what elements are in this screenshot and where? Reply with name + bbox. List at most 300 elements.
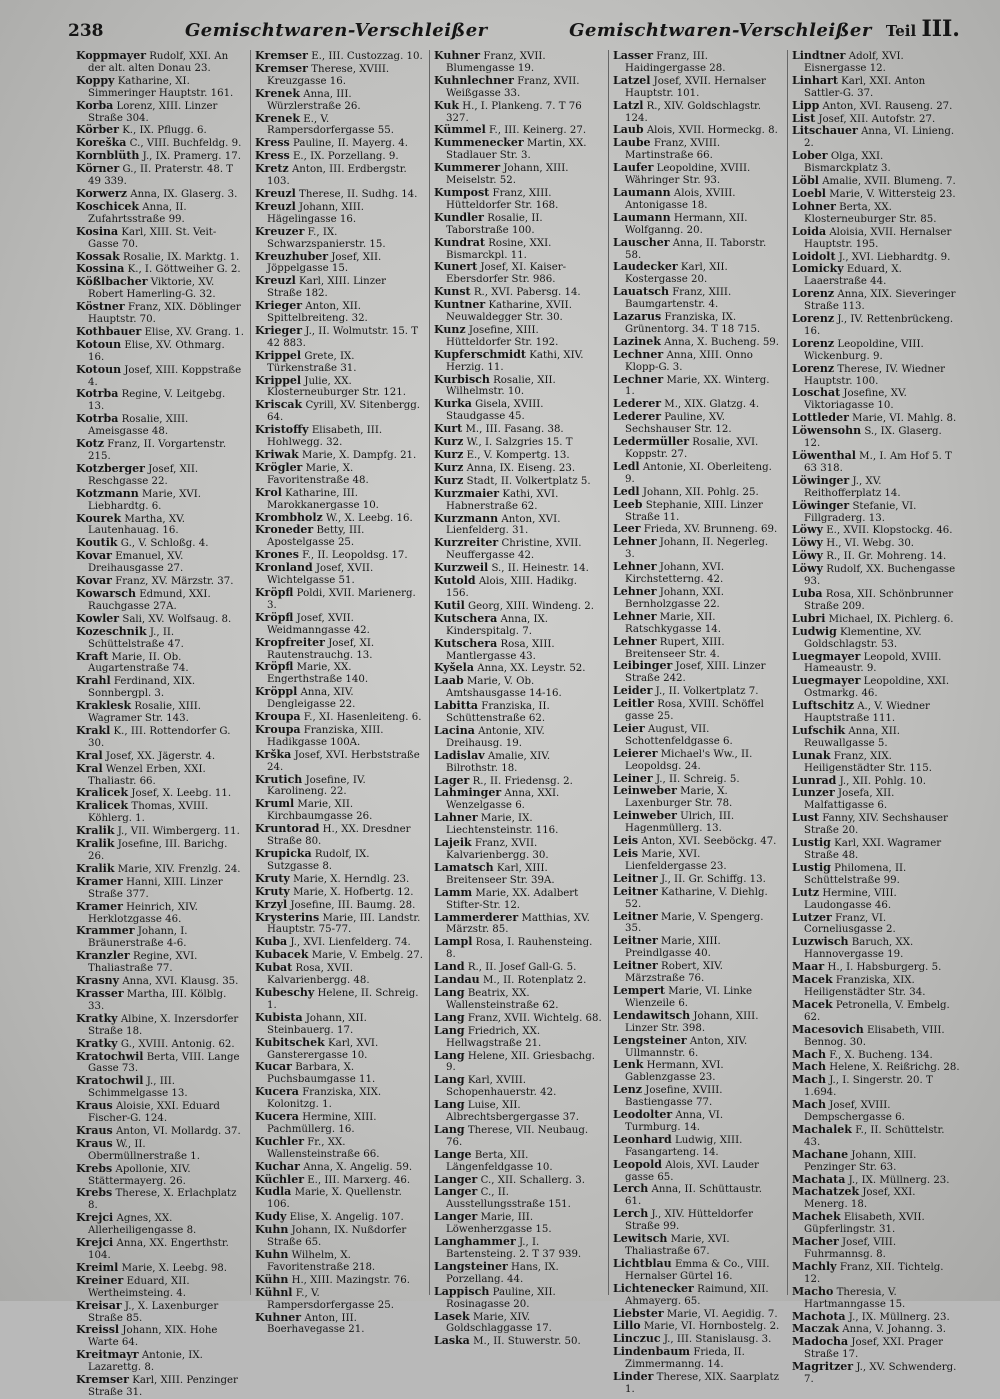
entry-name: Kramer bbox=[76, 874, 123, 888]
entry-details: Rosalie, IX. Marktg. 1. bbox=[123, 251, 240, 263]
directory-entry bbox=[255, 912, 423, 937]
directory-entry bbox=[255, 300, 423, 325]
directory-entry bbox=[613, 1059, 781, 1084]
entry-details: Anton, XVI. Lienfelderg. 31. bbox=[446, 513, 561, 537]
directory-entry bbox=[76, 876, 244, 901]
entry-name: Latzl bbox=[613, 98, 644, 112]
entry-name: Leitner bbox=[613, 909, 658, 923]
entry-name: Kubat bbox=[255, 961, 293, 975]
entry-details: Anton, VI. Mollardg. 37. bbox=[115, 1125, 241, 1137]
entry-name: Kramer bbox=[76, 899, 123, 913]
entry-details: R., XVI. Pabersg. 14. bbox=[473, 287, 581, 299]
entry-details: Franz, II. Vorgartenstr. 215. bbox=[88, 439, 227, 462]
entry-details: Rosalie, XII. Wilhelmstr. 10. bbox=[446, 374, 556, 398]
entry-details: Franziska, XIX. Heiligenstädter Str. 34. bbox=[804, 975, 926, 998]
directory-entry bbox=[613, 100, 781, 125]
entry-name: Land bbox=[434, 960, 465, 974]
directory-entry bbox=[255, 1012, 423, 1037]
entry-name: Korba bbox=[76, 98, 114, 112]
entry-name: Machatzek bbox=[792, 1185, 860, 1199]
entry-name: Loschat bbox=[792, 386, 841, 400]
entry-details: Josef, XI. Rautenstrauchg. 13. bbox=[267, 637, 375, 661]
entry-details: F., III. Keinerg. 27. bbox=[489, 125, 587, 137]
directory-entry bbox=[76, 550, 244, 575]
entry-details: Franziska, XIX. Kolonitzg. 1. bbox=[267, 1087, 382, 1111]
entry-details: Rudolf, IX. Sutzgasse 8. bbox=[267, 849, 370, 872]
entry-name: Krieger bbox=[255, 323, 303, 337]
entry-name: Lohner bbox=[792, 199, 836, 213]
entry-name: Lang bbox=[434, 1048, 465, 1062]
entry-name: Löwenthal bbox=[792, 449, 856, 462]
directory-entry bbox=[434, 1050, 602, 1075]
entry-details: Rosalie, XVI. Koppstr. 27. bbox=[625, 437, 759, 460]
entry-name: Lomicky bbox=[792, 262, 844, 276]
entry-details: Franz, XVII. Blumengasse 19. bbox=[446, 51, 546, 74]
entry-details: Marie, XIV. Frenzlg. 24. bbox=[117, 863, 241, 875]
entry-details: Marie, XVI. Lienfeldergasse 23. bbox=[625, 849, 727, 872]
directory-entry bbox=[434, 162, 602, 187]
entry-name: Lang bbox=[434, 1098, 465, 1112]
entry-name: Lorenz bbox=[792, 336, 835, 350]
directory-entry bbox=[255, 88, 423, 113]
entry-name: Leider bbox=[613, 684, 653, 698]
entry-name: Lipp bbox=[792, 98, 820, 112]
entry-details: Leopoldine, XXI. Ostmarkg. 46. bbox=[804, 676, 950, 700]
entry-details: Leopold, XVIII. Hameaustr. 9. bbox=[804, 651, 942, 675]
entry-name: Lutzer bbox=[792, 910, 832, 924]
entry-details: Anna, III. Würzlerstraße 26. bbox=[267, 88, 361, 112]
part-number: III. bbox=[921, 16, 960, 42]
directory-entry bbox=[792, 150, 960, 175]
entry-details: E., IX. Porzellang. 9. bbox=[293, 151, 399, 163]
entry-details: Franz, XIII. Hütteldorfer Str. 168. bbox=[446, 187, 559, 211]
entry-details: Josef, XII. Jöppelgasse 15. bbox=[267, 251, 382, 275]
directory-entry bbox=[255, 848, 423, 873]
directory-entry bbox=[76, 950, 244, 975]
directory-entry bbox=[76, 339, 244, 364]
entry-name: Kubeschy bbox=[255, 985, 315, 999]
entry-details: Anna, XX. Engerthstr. 104. bbox=[88, 1238, 229, 1261]
directory-entry bbox=[76, 1051, 244, 1076]
entry-name: Lorenz bbox=[792, 312, 835, 326]
entry-details: Marie, VI. Linke Wienzeile 6. bbox=[625, 985, 752, 1009]
entry-details: C., II. Ausstellungsstraße 151. bbox=[446, 1187, 571, 1211]
entry-name: Landau bbox=[434, 973, 480, 987]
directory-entry bbox=[792, 1074, 960, 1099]
entry-details: W., II. Obermüllnerstraße 1. bbox=[88, 1138, 201, 1162]
entry-details: Josef, XI. Kaiser-Ebersdorfer Str. 986. bbox=[446, 262, 567, 286]
entry-name: Kurt bbox=[434, 422, 463, 436]
entry-name: Lober bbox=[792, 149, 828, 163]
directory-entry bbox=[255, 724, 423, 749]
entry-details: Kathi, XIV. Herzig. 11. bbox=[446, 349, 584, 373]
entry-name: Kroneder bbox=[255, 523, 314, 537]
entry-details: Grete, IX. Türkenstraße 31. bbox=[267, 350, 357, 374]
directory-entry bbox=[613, 411, 781, 436]
entry-details: Johann, XVI. Kirchstetterng. 42. bbox=[625, 562, 725, 586]
entry-details: Johann, XIII. Meiselstr. 52. bbox=[446, 163, 569, 187]
entry-name: Lechner bbox=[613, 372, 664, 386]
entry-name: Kreuzl bbox=[255, 274, 296, 288]
entry-name: Küchler bbox=[255, 1172, 304, 1186]
directory-entry bbox=[792, 363, 960, 388]
entry-details: Wenzel Erben, XXI. Thaliastr. 66. bbox=[88, 763, 206, 787]
directory-entry bbox=[76, 1237, 244, 1262]
directory-entry bbox=[613, 162, 781, 187]
entry-name: Lahner bbox=[434, 811, 478, 825]
entry-name: Kuhnlechner bbox=[434, 73, 514, 87]
entry-name: Kutil bbox=[434, 598, 465, 612]
directory-entry bbox=[613, 1010, 781, 1035]
entry-name: Kress bbox=[255, 136, 290, 150]
directory-entry bbox=[792, 812, 960, 837]
directory-entry bbox=[255, 424, 423, 449]
entry-details: Josef, XX. Jägerstr. 4. bbox=[105, 750, 216, 762]
directory-entry bbox=[792, 425, 960, 450]
entry-details: Johann, I. Bräunerstraße 4-6. bbox=[88, 926, 188, 950]
directory-entry bbox=[255, 562, 423, 587]
entry-details: Karl, XIII. Breitenseer Str. 39A. bbox=[446, 862, 555, 886]
entry-details: Karl, XXI. Wagramer Straße 48. bbox=[804, 838, 942, 861]
entry-details: J., XV. Reithofferplatz 14. bbox=[804, 475, 901, 499]
directory-entry bbox=[434, 374, 602, 399]
directory-entry bbox=[434, 936, 602, 961]
directory-entry bbox=[76, 725, 244, 750]
entry-name: Kriscak bbox=[255, 398, 303, 412]
entry-details: Rosa, XIII. Mantlergasse 43. bbox=[446, 638, 555, 662]
entry-name: Kranzler bbox=[76, 949, 130, 963]
entry-details: J., I. Singerstr. 20. T 1.694. bbox=[804, 1075, 933, 1099]
entry-name: Krakl bbox=[76, 723, 111, 737]
directory-entry bbox=[792, 1286, 960, 1311]
entry-name: Kotrba bbox=[76, 387, 119, 401]
directory-entry bbox=[613, 1109, 781, 1134]
directory-columns bbox=[72, 49, 960, 1398]
entry-name: Litschauer bbox=[792, 124, 858, 138]
directory-entry bbox=[613, 748, 781, 773]
entry-details: Anna, XIX. Sieveringer Straße 113. bbox=[804, 289, 956, 313]
entry-name: Leis bbox=[613, 834, 639, 848]
directory-entry bbox=[76, 488, 244, 513]
entry-details: M., III. Fasang. 38. bbox=[465, 424, 564, 436]
entry-name: Kroupa bbox=[255, 710, 301, 724]
entry-details: Franz, XII. Tichtelg. 12. bbox=[804, 1261, 944, 1285]
entry-details: Franz, XVIII. Martinstraße 66. bbox=[625, 138, 721, 162]
entry-details: Viktorie, XV. Robert Hamerling-G. 32. bbox=[88, 277, 216, 301]
entry-details: Marie, V. Ob. Amtshausgasse 14-16. bbox=[446, 676, 562, 700]
entry-details: Franziska, IX. Grünentorg. 34. T 18 715. bbox=[625, 312, 761, 335]
directory-entry bbox=[434, 1074, 602, 1099]
entry-name: Kuhn bbox=[255, 1223, 289, 1237]
entry-details: Hermann, XII. Wolfganng. 20. bbox=[625, 212, 748, 236]
entry-details: Karl, XIII. Penzinger Straße 31. bbox=[88, 1375, 238, 1398]
directory-entry bbox=[613, 911, 781, 936]
entry-name: Kremser bbox=[76, 1373, 129, 1387]
entry-details: Stephanie, XIII. Linzer Straße 11. bbox=[625, 499, 763, 523]
entry-details: Anton, III. Boerhavegasse 21. bbox=[267, 1312, 365, 1336]
entry-name: Lang bbox=[434, 1023, 465, 1037]
entry-name: Kowarsch bbox=[76, 586, 136, 600]
directory-entry bbox=[613, 187, 781, 212]
entry-name: Kreuzl bbox=[255, 186, 296, 200]
directory-entry bbox=[434, 50, 602, 75]
entry-details: S., IX. Glaserg. 12. bbox=[804, 426, 942, 450]
directory-entry bbox=[613, 1183, 781, 1208]
entry-details: Therese, XVIII. Kreuzgasse 16. bbox=[267, 63, 390, 87]
entry-details: C., XII. Schallerg. 3. bbox=[480, 1174, 585, 1186]
entry-name: Lottleder bbox=[792, 411, 849, 425]
directory-entry bbox=[255, 226, 423, 251]
directory-entry bbox=[792, 725, 960, 750]
entry-details: Frieda, XV. Brunneng. 69. bbox=[643, 524, 778, 536]
directory-entry bbox=[613, 1159, 781, 1184]
directory-entry bbox=[434, 675, 602, 700]
directory-entry bbox=[613, 1346, 781, 1371]
directory-entry bbox=[434, 812, 602, 837]
entry-details: Marie, XIII. Preindlgasse 40. bbox=[625, 936, 721, 960]
entry-details: Theresia, V. Hartmanngasse 15. bbox=[804, 1286, 906, 1310]
entry-name: Leinweber bbox=[613, 809, 677, 823]
directory-entry bbox=[792, 999, 960, 1024]
entry-details: Marie, VI. Aegidig. 7. bbox=[666, 1308, 778, 1320]
directory-entry bbox=[434, 1311, 602, 1336]
entry-name: Lajeik bbox=[434, 836, 472, 850]
directory-entry bbox=[255, 587, 423, 612]
entry-details: J., XII. Pohlg. 10. bbox=[839, 775, 926, 787]
directory-entry bbox=[76, 1349, 244, 1374]
entry-details: Marie, II. Ob. Augartenstraße 74. bbox=[88, 651, 189, 675]
directory-entry bbox=[255, 275, 423, 300]
entry-name: Krögler bbox=[255, 460, 303, 474]
entry-name: Kotrba bbox=[76, 412, 119, 426]
entry-name: Kurzweil bbox=[434, 561, 489, 575]
entry-name: Lufschik bbox=[792, 723, 846, 737]
entry-details: Aloisie, XXI. Eduard Fischer-G. 124. bbox=[88, 1101, 220, 1125]
entry-name: Kotzberger bbox=[76, 461, 145, 475]
entry-name: Kreitmayr bbox=[76, 1348, 139, 1362]
entry-details: Gisela, XVIII. Staudgasse 45. bbox=[446, 399, 544, 423]
entry-name: Krombholz bbox=[255, 510, 323, 524]
entry-name: Machane bbox=[792, 1147, 849, 1161]
entry-name: Lubri bbox=[792, 611, 826, 625]
directory-entry bbox=[76, 226, 244, 251]
entry-details: M., I. Am Hof 5. T 63 318. bbox=[804, 451, 952, 474]
entry-name: Kuba bbox=[255, 935, 288, 949]
directory-entry bbox=[255, 1037, 423, 1062]
entry-details: Franziska, II. Schüttenstraße 62. bbox=[446, 701, 550, 725]
entry-name: Kreuzl bbox=[255, 199, 296, 213]
entry-details: Josefine, XIII. Hütteldorfer Str. 192. bbox=[446, 324, 559, 348]
entry-details: Rosine, XXI. Bismarckpl. 11. bbox=[446, 237, 552, 261]
entry-name: Kucera bbox=[255, 1110, 299, 1124]
directory-entry bbox=[613, 723, 781, 748]
directory-entry bbox=[76, 1300, 244, 1325]
entry-details: Johann, XIII. Penzinger Str. 63. bbox=[804, 1149, 917, 1173]
directory-entry bbox=[613, 1035, 781, 1060]
entry-details: J., II. Wolmutstr. 15. T 42 883. bbox=[267, 325, 419, 349]
entry-name: Koschicek bbox=[76, 199, 140, 213]
entry-details: F., IX. Schwarzspanierstr. 15. bbox=[267, 226, 386, 250]
entry-name: Lunzer bbox=[792, 786, 835, 800]
directory-entry bbox=[76, 1212, 244, 1237]
entry-details: Anna, II. Schüttaustr. 61. bbox=[625, 1184, 762, 1208]
entry-details: W., X. Leebg. 16. bbox=[326, 512, 413, 524]
entry-name: Kreisar bbox=[76, 1298, 122, 1312]
entry-name: Macher bbox=[792, 1235, 839, 1249]
directory-entry bbox=[255, 163, 423, 188]
entry-name: Koreška bbox=[76, 136, 127, 150]
directory-entry bbox=[792, 201, 960, 226]
entry-name: Mach bbox=[792, 1073, 826, 1087]
entry-details: Anna, IX. Eiseng. 23. bbox=[466, 462, 576, 474]
entry-name: Krasser bbox=[76, 986, 124, 1000]
entry-details: Josefa, XII. Malfattigasse 6. bbox=[804, 788, 895, 812]
entry-details: Helene, II. Schreig. 1. bbox=[267, 987, 419, 1011]
entry-name: Löwy bbox=[792, 562, 823, 576]
directory-entry bbox=[613, 499, 781, 524]
directory-entry bbox=[792, 75, 960, 100]
entry-details: J., XVI. Lienfelderg. 74. bbox=[290, 937, 411, 949]
entry-details: Josefine, III. Baumg. 28. bbox=[290, 899, 416, 911]
entry-details: Josefine, XV. Viktoriagasse 10. bbox=[804, 388, 907, 412]
entry-name: Kummenecker bbox=[434, 136, 524, 150]
directory-entry bbox=[255, 798, 423, 823]
entry-details: Anna, XIV. Dengleigasse 22. bbox=[267, 687, 356, 711]
entry-details: Antonie, IX. Lazarettg. 8. bbox=[88, 1350, 203, 1374]
entry-details: Therese, X. Erlachplatz 8. bbox=[88, 1188, 237, 1212]
entry-details: R., II. Josef Gall-G. 5. bbox=[467, 962, 577, 974]
entry-name: Kurz bbox=[434, 460, 464, 474]
entry-name: Linczuc bbox=[613, 1332, 661, 1346]
column-5 bbox=[787, 49, 960, 1386]
entry-name: Kothbauer bbox=[76, 324, 142, 338]
entry-name: Lehner bbox=[613, 634, 657, 648]
entry-name: Kurzmaier bbox=[434, 486, 500, 500]
entry-details: Marie, X. Leebg. 98. bbox=[121, 1262, 228, 1274]
directory-entry bbox=[792, 1336, 960, 1361]
directory-entry bbox=[76, 626, 244, 651]
directory-entry bbox=[76, 800, 244, 825]
directory-entry bbox=[792, 125, 960, 150]
entry-details: Antonie, XIV. Dreihausg. 19. bbox=[446, 725, 545, 749]
entry-name: Langer bbox=[434, 1172, 478, 1186]
directory-entry bbox=[792, 750, 960, 775]
entry-details: E., V. Rampersdorfergasse 55. bbox=[267, 113, 395, 137]
entry-details: H., I. Habsburgerg. 5. bbox=[827, 962, 942, 974]
directory-entry bbox=[76, 413, 244, 438]
entry-details: Thomas, XVIII. Köhlerg. 1. bbox=[88, 801, 209, 825]
entry-name: Krenek bbox=[255, 86, 300, 100]
entry-details: Josef, XXI. Prager Straße 17. bbox=[804, 1337, 943, 1361]
entry-name: Lindenbaum bbox=[613, 1345, 691, 1359]
directory-entry bbox=[792, 338, 960, 363]
entry-name: Lust bbox=[792, 811, 820, 825]
directory-entry bbox=[255, 325, 423, 350]
directory-entry bbox=[76, 438, 244, 463]
entry-name: Langhammer bbox=[434, 1235, 516, 1249]
entry-details: Marie, V. Embelg. 27. bbox=[311, 950, 423, 962]
directory-entry bbox=[613, 660, 781, 685]
entry-details: J., IX. Pramerg. 17. bbox=[142, 151, 241, 163]
entry-name: Kunz bbox=[434, 322, 466, 336]
entry-name: Machota bbox=[792, 1309, 846, 1323]
entry-name: Lunak bbox=[792, 748, 831, 762]
directory-entry bbox=[76, 901, 244, 926]
entry-details: Katharine, III. Marokkanergasse 10. bbox=[267, 487, 379, 511]
entry-name: Koutik bbox=[76, 536, 118, 550]
directory-entry bbox=[792, 1236, 960, 1261]
entry-details: J., II. Schreig. 5. bbox=[655, 773, 740, 785]
entry-name: Lammerderer bbox=[434, 910, 519, 924]
column-1 bbox=[72, 49, 244, 1398]
entry-details: H., XIII. Mazingstr. 76. bbox=[291, 1274, 410, 1286]
entry-details: Anna, XXI. Wenzelgasse 6. bbox=[446, 788, 560, 812]
entry-details: Berta, XII. Längenfeldgasse 10. bbox=[446, 1149, 553, 1173]
entry-details: E., V. Kompertg. 13. bbox=[466, 450, 570, 461]
entry-name: Machata bbox=[792, 1172, 846, 1186]
entry-details: Leopoldine, VIII. Wickenburg. 9. bbox=[804, 338, 924, 362]
entry-details: Hanni, XIII. Linzer Straße 377. bbox=[88, 876, 223, 900]
entry-name: Latzel bbox=[613, 73, 651, 87]
entry-details: Anton, XVI. Seeböckg. 47. bbox=[641, 836, 777, 848]
entry-name: Luftschitz bbox=[792, 699, 854, 713]
directory-entry bbox=[255, 686, 423, 711]
entry-details: M., XIX. Glatzg. 4. bbox=[664, 399, 760, 411]
entry-name: Kuhn bbox=[255, 1248, 289, 1261]
entry-name: Kraklesk bbox=[76, 699, 132, 713]
directory-entry bbox=[255, 962, 423, 987]
entry-details: J., IX. Müllnerg. 23. bbox=[848, 1174, 950, 1186]
entry-details: Johann, XIII. Hägelingasse 16. bbox=[267, 201, 365, 225]
entry-details: Berta, VIII. Lange Gasse 73. bbox=[88, 1051, 240, 1075]
entry-name: Kreissl bbox=[76, 1323, 120, 1337]
entry-name: Löwy bbox=[792, 523, 823, 537]
entry-details: Martin, XX. Stadlauer Str. 3. bbox=[446, 138, 587, 162]
entry-name: Kyšela bbox=[434, 661, 474, 675]
entry-name: Leierer bbox=[613, 746, 658, 760]
entry-name: Kuk bbox=[434, 98, 459, 112]
entry-name: Kuchar bbox=[255, 1159, 300, 1173]
entry-name: Löwy bbox=[792, 536, 823, 550]
directory-entry bbox=[434, 613, 602, 638]
directory-entry bbox=[255, 1287, 423, 1312]
entry-details: Therese, II. Sudhg. 14. bbox=[299, 188, 418, 200]
directory-entry bbox=[613, 137, 781, 162]
entry-details: Therese, IV. Wiedner Hauptstr. 100. bbox=[804, 363, 946, 387]
directory-entry bbox=[613, 212, 781, 237]
entry-details: Johann, XXI. Bernholzgasse 22. bbox=[625, 586, 725, 610]
entry-name: Löwensohn bbox=[792, 424, 862, 438]
directory-entry bbox=[76, 364, 244, 389]
entry-details: Franz, VI. Corneliusgasse 2. bbox=[804, 912, 896, 936]
entry-name: Lehner bbox=[613, 609, 657, 623]
entry-details: K., IX. Pflugg. 6. bbox=[122, 125, 207, 137]
entry-details: Michael, IX. Pichlerg. 6. bbox=[828, 613, 954, 625]
entry-name: Mach bbox=[792, 1047, 826, 1061]
directory-entry bbox=[255, 63, 423, 88]
directory-entry bbox=[255, 612, 423, 637]
directory-entry bbox=[76, 463, 244, 488]
entry-details: Baruch, XX. Hannovergasse 19. bbox=[804, 937, 914, 961]
entry-details: Marie, X. Laxenburger Str. 78. bbox=[625, 786, 733, 810]
entry-details: Anna, IX. Glaserg. 3. bbox=[130, 188, 238, 200]
entry-details: Franz, XIX. Heiligenstädter Str. 115. bbox=[804, 750, 932, 774]
entry-details: Franziska, XIII. Hadikgasse 100A. bbox=[267, 724, 384, 748]
entry-details: Anna, IX. Kinderspitalg. 7. bbox=[446, 613, 549, 637]
entry-name: Löwinger bbox=[792, 498, 850, 512]
entry-name: Lerch bbox=[613, 1182, 649, 1196]
entry-name: Kreuzhuber bbox=[255, 249, 329, 263]
